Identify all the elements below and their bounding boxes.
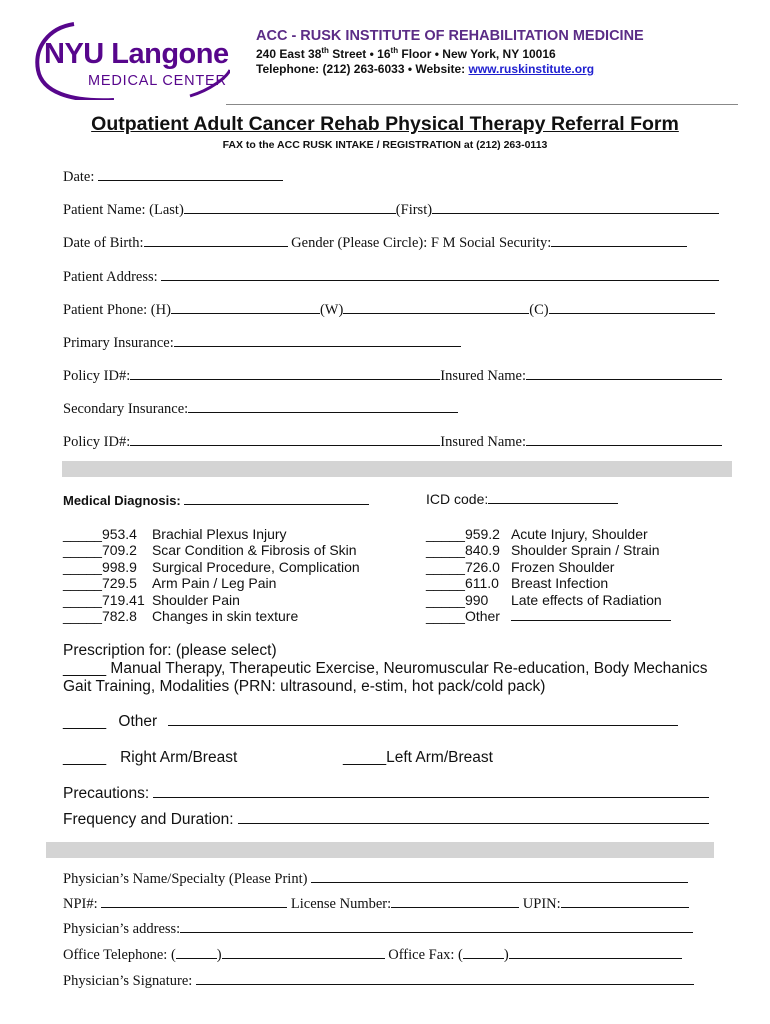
license-field[interactable]: [391, 895, 519, 908]
cell-phone-field[interactable]: [549, 301, 715, 314]
office-tel-field[interactable]: [222, 946, 385, 959]
prescription-line2: Gait Training, Modalities (PRN: ultrasound, e-stim, hot pack/cold pack): [63, 678, 546, 695]
address-row: Patient Address:: [63, 268, 719, 286]
physician-name-field[interactable]: [311, 870, 688, 883]
code-item[interactable]: _____998.9 Surgical Procedure, Complication: [63, 558, 360, 575]
physician-address-row: Physician’s address:: [63, 920, 693, 938]
precautions-row: Precautions:: [63, 785, 709, 803]
prescription-line1[interactable]: _____ Manual Therapy, Therapeutic Exercise, Neuromuscular Re-education, Body Mechanics: [63, 660, 708, 677]
diagnosis-row: Medical Diagnosis:: [63, 492, 369, 508]
code-item[interactable]: _____990 Late effects of Radiation: [426, 591, 662, 608]
home-phone-field[interactable]: [171, 301, 320, 314]
physician-name-row: Physician’s Name/Specialty (Please Print): [63, 870, 688, 888]
policy2-row: Policy ID#: Insured Name:: [63, 433, 722, 451]
office-fax-field[interactable]: [509, 946, 682, 959]
primary-insurance-row: Primary Insurance:: [63, 334, 461, 352]
code-item[interactable]: _____782.8 Changes in skin texture: [63, 608, 299, 625]
institute-title: ACC - RUSK INSTITUTE OF REHABILITATION MEDICINE: [256, 28, 644, 44]
office-fax-area-field[interactable]: [463, 946, 504, 959]
npi-field[interactable]: [101, 895, 287, 908]
icd-row: ICD code:: [426, 491, 618, 507]
work-phone-field[interactable]: [343, 301, 529, 314]
last-name-field[interactable]: [184, 201, 396, 214]
other-row: _____ Other: [63, 713, 678, 731]
insured1-field[interactable]: [526, 367, 722, 380]
code-item[interactable]: _____959.2 Acute Injury, Shoulder: [426, 526, 648, 542]
address-line: 240 East 38th Street • 16th Floor • New York, NY 10016: [256, 46, 556, 61]
code-item[interactable]: _____953.4 Brachial Plexus Injury: [63, 526, 287, 542]
policy1-field[interactable]: [130, 367, 440, 380]
date-field[interactable]: [98, 168, 283, 181]
diagnosis-codes-left: [63, 526, 360, 624]
npi-row: NPI#: License Number: UPIN:: [63, 895, 689, 913]
other-field[interactable]: [168, 713, 678, 726]
signature-row: Physician’s Signature:: [63, 972, 694, 990]
section-divider-1: [62, 461, 732, 477]
left-arm-row: _____Left Arm/Breast: [343, 749, 493, 766]
frequency-field[interactable]: [238, 811, 709, 824]
website-link[interactable]: www.ruskinstitute.org: [468, 62, 595, 76]
patient-name-row: Patient Name: (Last) (First): [63, 201, 719, 219]
secondary-insurance-row: Secondary Insurance:: [63, 400, 458, 418]
patient-address-field[interactable]: [161, 268, 719, 281]
dob-row: Date of Birth: Gender (Please Circle): F M Social Security:: [63, 234, 687, 252]
dob-field[interactable]: [144, 234, 288, 247]
policy1-row: Policy ID#: Insured Name:: [63, 367, 722, 385]
code-item[interactable]: _____729.5 Arm Pain / Leg Pain: [63, 575, 277, 592]
signature-field[interactable]: [196, 972, 694, 985]
office-tel-area-field[interactable]: [176, 946, 217, 959]
primary-insurance-field[interactable]: [174, 334, 461, 347]
diagnosis-codes-right: [426, 526, 671, 624]
header-divider: [226, 104, 738, 105]
prescription-label: Prescription for: (please select): [63, 642, 277, 659]
precautions-field[interactable]: [153, 785, 709, 798]
left-arm-checkbox[interactable]: _____: [343, 749, 387, 766]
logo-brand: NYU Langone: [44, 38, 229, 70]
secondary-insurance-field[interactable]: [188, 400, 458, 413]
side-row: _____ Right Arm/Breast: [63, 749, 238, 766]
upin-field[interactable]: [561, 895, 689, 908]
physician-address-field[interactable]: [180, 920, 693, 933]
first-name-field[interactable]: [432, 201, 719, 214]
code-item[interactable]: _____840.9 Shoulder Sprain / Strain: [426, 542, 660, 559]
gender-field[interactable]: Gender (Please Circle): F M: [291, 235, 456, 251]
icd-field[interactable]: [488, 491, 618, 504]
other-code-field[interactable]: [511, 608, 671, 621]
frequency-row: Frequency and Duration:: [63, 811, 709, 829]
date-row: Date:: [63, 168, 283, 186]
right-arm-checkbox[interactable]: _____: [63, 749, 107, 766]
logo: [30, 18, 230, 100]
phone-row: Patient Phone: (H) (W) (C): [63, 301, 715, 319]
phone-line: Telephone: (212) 263-6033 • Website: www.ruskinstitute.org: [256, 62, 595, 76]
insured2-field[interactable]: [526, 433, 722, 446]
ssn-field[interactable]: [551, 234, 687, 247]
fax-note: FAX to the ACC RUSK INTAKE / REGISTRATION at (212) 263-0113: [222, 139, 548, 151]
code-item[interactable]: _____611.0 Breast Infection: [426, 575, 609, 592]
policy2-field[interactable]: [130, 433, 440, 446]
code-item[interactable]: _____719.41 Shoulder Pain: [63, 591, 240, 608]
code-item[interactable]: _____Other: [426, 608, 671, 624]
logo-sub: MEDICAL CENTER: [88, 73, 227, 89]
form-title: Outpatient Adult Cancer Rehab Physical Therapy Referral Form: [91, 113, 679, 135]
code-item[interactable]: _____726.0 Frozen Shoulder: [426, 558, 615, 575]
diagnosis-field[interactable]: [184, 492, 369, 505]
office-phone-row: Office Telephone: ( ) Office Fax: ( ): [63, 946, 682, 964]
code-item[interactable]: _____709.2 Scar Condition & Fibrosis of Skin: [63, 542, 357, 559]
section-divider-2: [46, 842, 714, 858]
